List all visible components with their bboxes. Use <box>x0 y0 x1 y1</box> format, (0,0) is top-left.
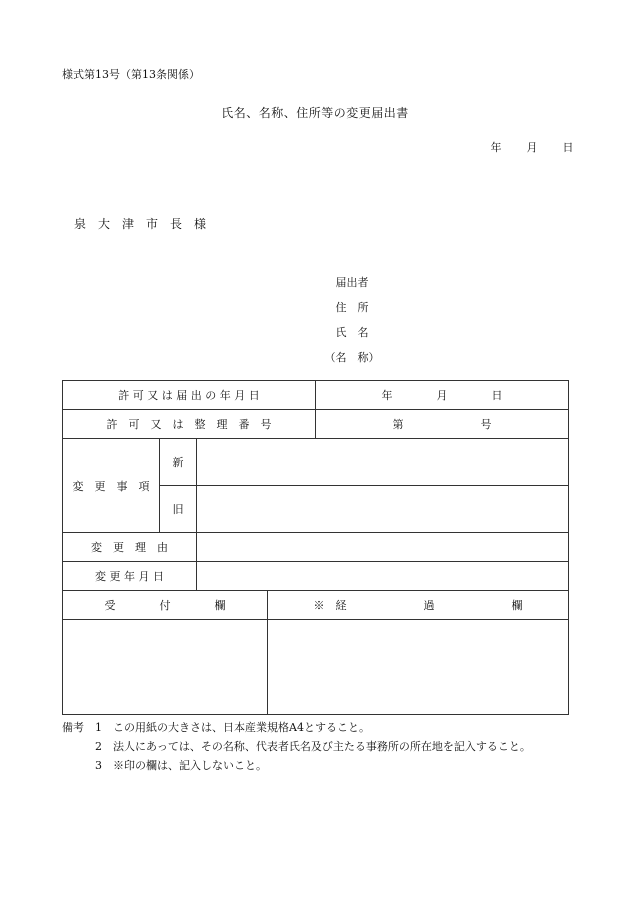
reception-label: 受 付 欄 <box>63 591 268 620</box>
note-item-2: 2 法人にあっては、その名称、代表者氏名及び主たる事務所の所在地を記入すること。 <box>95 740 531 753</box>
document-title: 氏名、名称、住所等の変更届出書 <box>221 106 409 120</box>
year-label: 年 <box>490 141 502 154</box>
notes-header: 備考 <box>62 721 84 734</box>
process-label: ※ 経 過 欄 <box>268 591 569 620</box>
old-label: 旧 <box>160 486 197 533</box>
note-item-3: 3 ※印の欄は、記入しないこと。 <box>95 759 267 772</box>
permit-date-label: 許 可 又 は 届 出 の 年 月 日 <box>63 381 316 410</box>
permit-number-value[interactable]: 第 号 <box>316 410 569 439</box>
address-label: 住 所 <box>335 301 369 314</box>
submission-date <box>478 139 586 155</box>
reason-label: 変 更 理 由 <box>63 533 197 562</box>
new-label: 新 <box>160 439 197 486</box>
old-value-field[interactable] <box>197 486 569 533</box>
change-form-table <box>62 380 569 715</box>
addressee: 泉 大 津 市 長 様 <box>74 217 207 231</box>
note-item-1: 1 この用紙の大きさは、日本産業規格A4とすること。 <box>95 721 370 734</box>
reason-field[interactable] <box>197 533 569 562</box>
permit-date-value[interactable]: 年 月 日 <box>316 381 569 410</box>
reception-field <box>63 620 268 715</box>
notes <box>62 718 531 775</box>
permit-number-label: 許 可 又 は 整 理 番 号 <box>63 410 316 439</box>
day-label: 日 <box>562 141 574 154</box>
new-value-field[interactable] <box>197 439 569 486</box>
month-label: 月 <box>526 141 538 154</box>
applicant-block <box>322 270 382 370</box>
name-label: 氏 名 <box>335 326 369 339</box>
process-field <box>268 620 569 715</box>
change-date-field[interactable] <box>197 562 569 591</box>
change-items-label: 変 更 事 項 <box>63 439 160 533</box>
form-number: 様式第13号（第13条関係） <box>62 68 200 81</box>
applicant-header: 届出者 <box>335 276 369 289</box>
change-date-label: 変 更 年 月 日 <box>63 562 197 591</box>
corp-name-label: （名 称） <box>324 351 380 364</box>
